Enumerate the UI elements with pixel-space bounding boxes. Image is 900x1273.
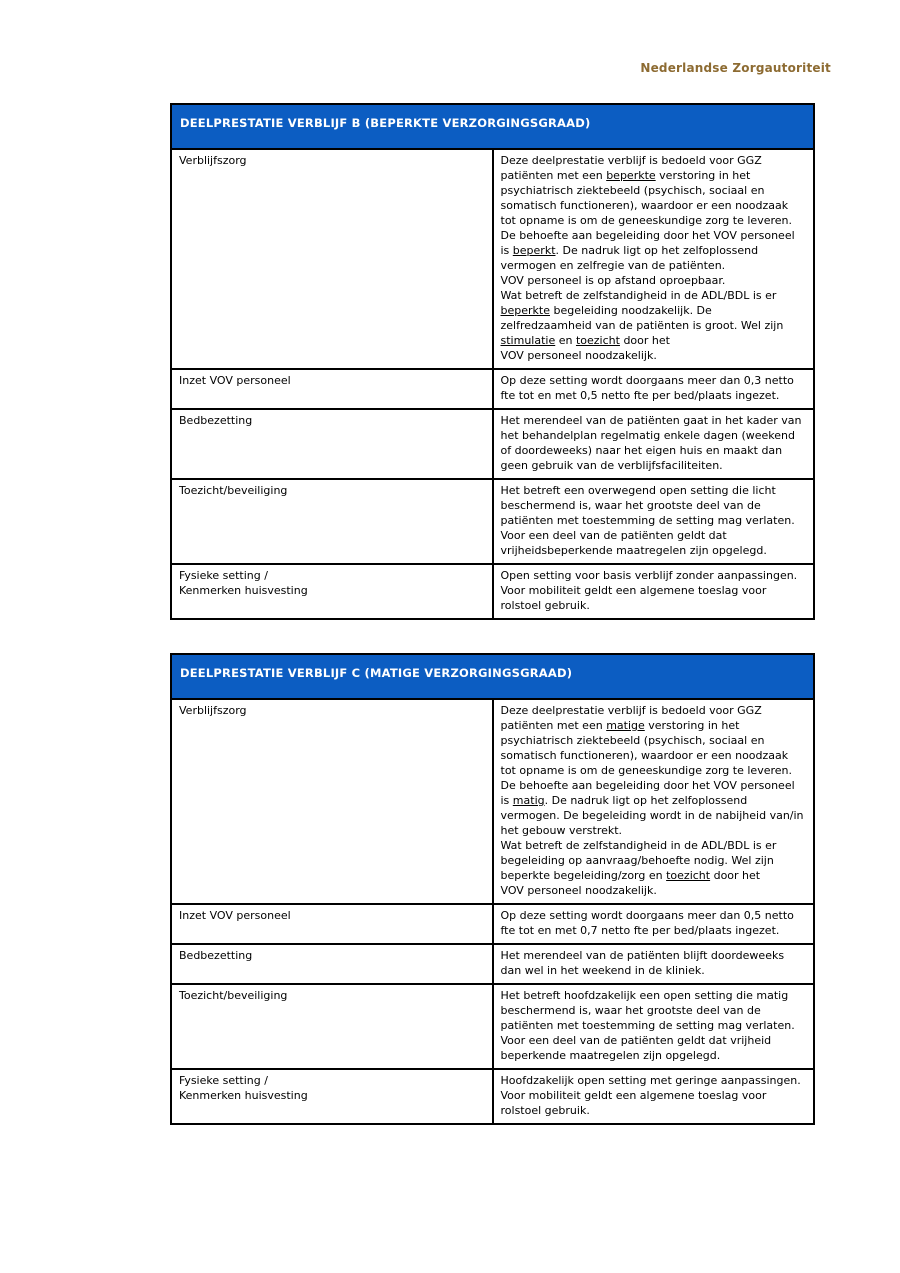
row-value: Op deze setting wordt doorgaans meer dan 0,5 netto fte tot en met 0,7 netto fte per bed/plaats ingezet. xyxy=(493,904,815,944)
row-label: Inzet VOV personeel xyxy=(171,369,493,409)
table-row xyxy=(171,1069,814,1124)
row-label: Verblijfszorg xyxy=(171,149,493,369)
row-label: Fysieke setting / Kenmerken huisvesting xyxy=(171,564,493,619)
row-value: Het merendeel van de patiënten gaat in het kader van het behandelplan regelmatig enkele dagen (weekend of doordeweeks) naar het eigen huis en maakt dan geen gebruik van de verblijfsfaciliteiten. xyxy=(493,409,815,479)
tables xyxy=(170,103,815,1125)
row-value: Het merendeel van de patiënten blijft doordeweeks dan wel in het weekend in de kliniek. xyxy=(493,944,815,984)
table-header-row xyxy=(171,104,814,149)
table-header-row xyxy=(171,654,814,699)
row-label: Toezicht/beveiliging xyxy=(171,984,493,1069)
row-label: Bedbezetting xyxy=(171,944,493,984)
row-label: Inzet VOV personeel xyxy=(171,904,493,944)
row-label: Toezicht/beveiliging xyxy=(171,479,493,564)
deelprestatie-table-2 xyxy=(170,653,815,1125)
row-value: Deze deelprestatie verblijf is bedoeld voor GGZ patiënten met een beperkte verstoring in het psychiatrisch ziektebeeld (psychisch, sociaal en somatisch functioneren), waardoor er een noodzaak tot opname is om de geneeskundige zorg te leveren. De behoefte aan begeleiding door het VOV personeel is beperkt. De nadruk ligt op het zelfoplossend vermogen en zelfregie van de patiënten. VOV personeel is op afstand oproepbaar. Wat betreft de zelfstandigheid in de ADL/BDL is er beperkte begeleiding noodzakelijk. De zelfredzaamheid van de patiënten is groot. Wel zijn stimulatie en toezicht door het VOV personeel noodzakelijk. xyxy=(493,149,815,369)
table-row xyxy=(171,369,814,409)
table-row xyxy=(171,149,814,369)
row-value: Het betreft een overwegend open setting die licht beschermend is, waar het grootste deel van de patiënten met toestemming de setting mag verlaten. Voor een deel van de patiënten geldt dat vrijheidsbeperkende maatregelen zijn opgelegd. xyxy=(493,479,815,564)
row-label: Verblijfszorg xyxy=(171,699,493,904)
table-row xyxy=(171,984,814,1069)
row-value: Deze deelprestatie verblijf is bedoeld voor GGZ patiënten met een matige verstoring in het psychiatrisch ziektebeeld (psychisch, sociaal en somatisch functioneren), waardoor er een noodzaak tot opname is om de geneeskundige zorg te leveren. De behoefte aan begeleiding door het VOV personeel is matig. De nadruk ligt op het zelfoplossend vermogen. De begeleiding wordt in de nabijheid van/in het gebouw verstrekt. Wat betreft de zelfstandigheid in de ADL/BDL is er begeleiding op aanvraag/behoefte nodig. Wel zijn beperkte begeleiding/zorg en toezicht door het VOV personeel noodzakelijk. xyxy=(493,699,815,904)
deelprestatie-table-1 xyxy=(170,103,815,620)
row-label: Fysieke setting / Kenmerken huisvesting xyxy=(171,1069,493,1124)
table-row xyxy=(171,409,814,479)
row-value: Hoofdzakelijk open setting met geringe aanpassingen. Voor mobiliteit geldt een algemene toeslag voor rolstoel gebruik. xyxy=(493,1069,815,1124)
table-title: DEELPRESTATIE VERBLIJF B (BEPERKTE VERZORGINGSGRAAD) xyxy=(171,104,814,149)
table-row xyxy=(171,564,814,619)
row-value: Het betreft hoofdzakelijk een open setting die matig beschermend is, waar het grootste deel van de patiënten met toestemming de setting mag verlaten. Voor een deel van de patiënten geldt dat vrijheid beperkende maatregelen zijn opgelegd. xyxy=(493,984,815,1069)
row-value: Op deze setting wordt doorgaans meer dan 0,3 netto fte tot en met 0,5 netto fte per bed/plaats ingezet. xyxy=(493,369,815,409)
row-label: Bedbezetting xyxy=(171,409,493,479)
table-row xyxy=(171,904,814,944)
table-row xyxy=(171,699,814,904)
table-title: DEELPRESTATIE VERBLIJF C (MATIGE VERZORGINGSGRAAD) xyxy=(171,654,814,699)
nza-logo-text: Nederlandse Zorgautoriteit xyxy=(640,61,831,75)
table-row xyxy=(171,479,814,564)
row-value: Open setting voor basis verblijf zonder aanpassingen. Voor mobiliteit geldt een algemene toeslag voor rolstoel gebruik. xyxy=(493,564,815,619)
table-row xyxy=(171,944,814,984)
